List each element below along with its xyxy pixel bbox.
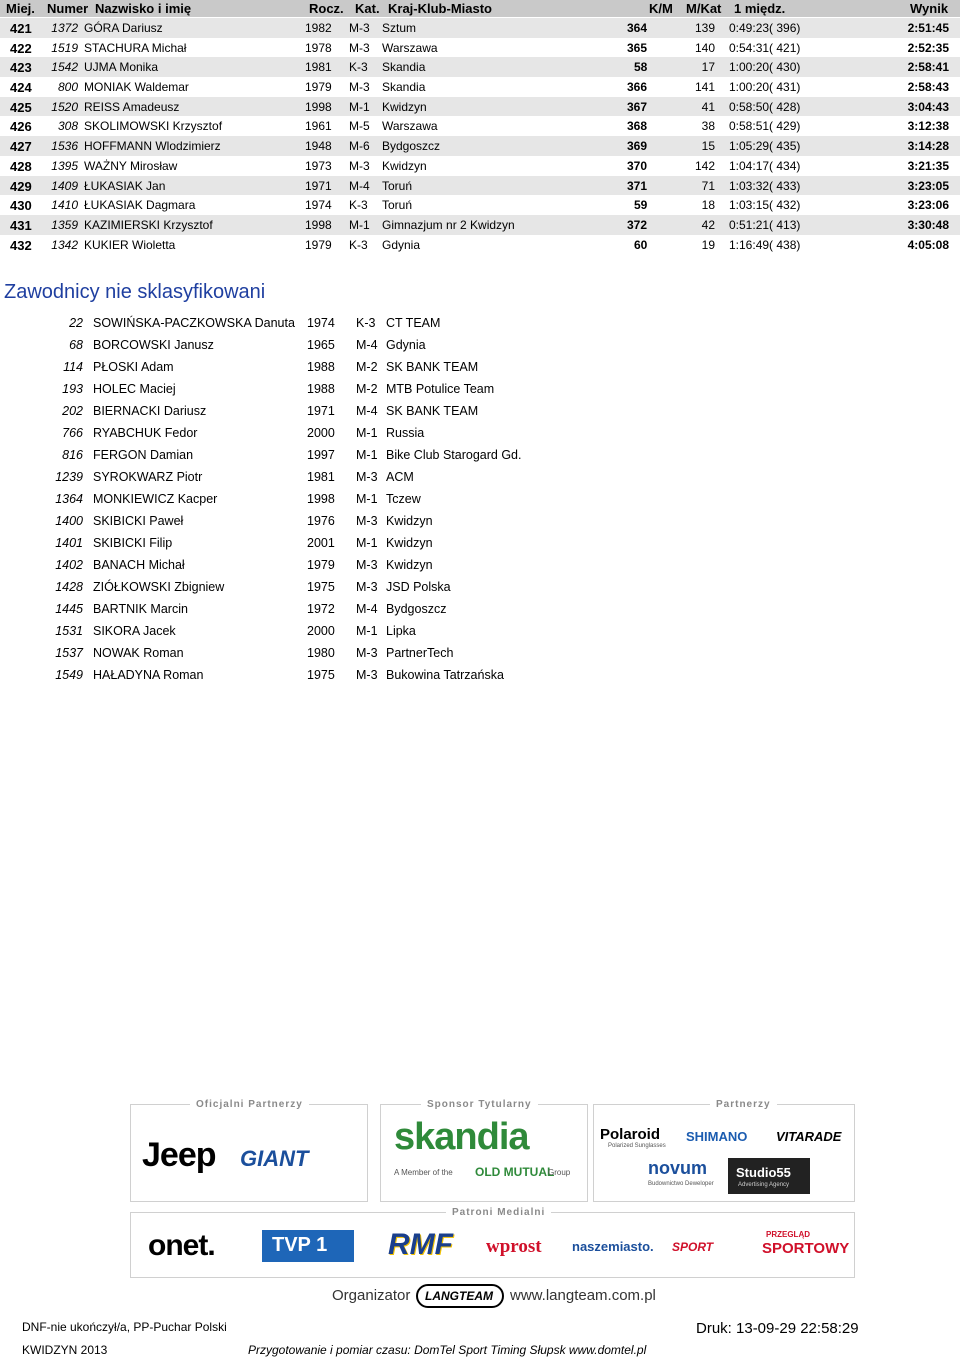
category-cell: M-4 [349,178,370,193]
number-cell: 1401 [55,536,83,550]
mkat-cell: 41 [701,99,715,114]
name-cell: SOWIŃSKA-PACZKOWSKA Danuta [93,316,295,330]
number-cell: 193 [62,382,83,396]
result-cell: 2:58:43 [907,80,949,95]
category-cell: M-3 [349,80,370,95]
list-item [0,509,960,531]
number-cell: 1342 [51,237,78,252]
list-item [0,465,960,487]
number-cell: 766 [62,426,83,440]
header-split: 1 międz. [734,1,786,16]
header-mkat: M/Kat [686,1,722,16]
category-cell: M-3 [356,558,378,572]
year-cell: 1961 [305,119,332,134]
name-cell: STACHURA Michał [84,40,187,55]
club-cell: Gimnazjum nr 2 Kwidzyn [382,217,515,232]
year-cell: 1971 [307,404,335,418]
footer-timing: Przygotowanie i pomiar czasu: DomTel Sport Timing Słupsk www.domtel.pl [248,1343,647,1357]
media-patrons-title: Patroni Medialni [446,1207,551,1218]
sportowy-logo: SPORTOWY [762,1240,850,1257]
club-cell: MTB Potulice Team [386,382,495,396]
table-row [0,215,960,235]
year-cell: 1971 [305,178,332,193]
number-cell: 1536 [51,139,78,154]
category-cell: M-2 [356,382,378,396]
unclassified-list [0,311,960,685]
number-cell: 114 [63,360,83,374]
tvp-logo: TVP 1 [272,1234,328,1256]
list-item [0,333,960,355]
category-cell: M-1 [349,217,370,232]
year-cell: 1981 [305,60,332,75]
km-cell: 366 [626,80,647,95]
header-km: K/M [649,1,673,16]
club-cell: Kwidzyn [386,558,433,572]
number-cell: 1359 [51,217,78,232]
year-cell: 1965 [307,338,335,352]
club-cell: SK BANK TEAM [386,360,479,374]
year-cell: 2000 [307,426,335,440]
split-cell: 0:49:23( 396) [729,21,801,35]
km-cell: 371 [626,178,647,193]
club-cell: Gdynia [386,338,426,352]
mkat-cell: 18 [701,198,715,213]
table-row [0,38,960,58]
number-cell: 22 [69,316,83,330]
organizer-label: Organizator [332,1287,411,1304]
number-cell: 1537 [55,646,83,660]
place-cell: 432 [10,237,32,253]
onet-logo: onet. [148,1229,215,1262]
year-cell: 1976 [307,514,335,528]
category-cell: M-3 [356,580,378,594]
result-cell: 3:21:35 [907,158,949,173]
name-cell: PŁOSKI Adam [93,360,174,374]
novum-logo: novum [648,1158,708,1178]
results-table [0,18,960,254]
women-place-cell: 59 [634,198,648,213]
place-cell: 426 [10,119,32,135]
club-cell: Bukowina Tatrzańska [386,668,504,682]
split-cell: 1:04:17( 434) [729,158,801,173]
number-cell: 1239 [55,470,83,484]
table-row [0,97,960,117]
footer-event: KWIDZYN 2013 [22,1343,108,1357]
category-cell: M-3 [356,646,378,660]
list-item [0,487,960,509]
km-cell: 369 [626,139,647,154]
rmf-logo: RMF [388,1228,453,1261]
club-cell: Tczew [386,492,421,506]
name-cell: BANACH Michał [93,558,185,572]
km-cell: 364 [626,21,647,35]
place-cell: 424 [10,80,32,96]
table-row [0,136,960,156]
club-cell: PartnerTech [386,646,454,660]
name-cell: WAŻNY Mirosław [84,158,178,173]
category-cell: M-1 [356,426,378,440]
shimano-logo: SHIMANO [686,1129,748,1144]
polaroid-sub-text: Polarized Sunglasses [608,1143,666,1149]
list-item [0,531,960,553]
split-cell: 1:03:15( 432) [729,198,801,213]
name-cell: ZIÓŁKOWSKI Zbigniew [93,580,225,594]
name-cell: BARTNIK Marcin [93,602,188,616]
name-cell: SYROKWARZ Piotr [93,470,203,484]
skandia-member-text: A Member of the [394,1168,453,1177]
table-row [0,116,960,136]
year-cell: 1997 [307,448,335,462]
table-header [0,0,960,17]
club-cell: Russia [386,426,425,440]
partners-title: Partnerzy [710,1099,777,1110]
club-cell: Bike Club Starogard Gd. [386,448,522,462]
name-cell: RYABCHUK Fedor [93,426,198,440]
header-club: Kraj-Klub-Miasto [388,1,492,16]
old-mutual-group-text: Group [548,1168,571,1177]
header-number: Numer [47,1,89,16]
result-cell: 3:23:06 [907,198,949,213]
year-cell: 1988 [307,382,335,396]
year-cell: 2000 [307,624,335,638]
year-cell: 1948 [305,139,332,154]
name-cell: HOFFMANN Wlodzimierz [84,139,221,154]
category-cell: M-5 [349,119,370,134]
club-cell: Kwidzyn [386,514,433,528]
place-cell: 422 [10,40,32,56]
polaroid-logo: Polaroid [600,1126,661,1143]
mkat-cell: 42 [701,217,715,232]
name-cell: HOLEC Maciej [93,382,176,396]
club-cell: Toruń [382,198,413,213]
number-cell: 68 [69,338,83,352]
club-cell: ACM [386,470,414,484]
jeep-logo: Jeep [142,1136,216,1174]
mkat-cell: 142 [694,158,715,173]
number-cell: 202 [62,404,83,418]
category-cell: M-1 [356,492,378,506]
name-cell: SKOLIMOWSKI Krzysztof [84,119,223,134]
year-cell: 1988 [307,360,335,374]
name-cell: BORCOWSKI Janusz [93,338,214,352]
mkat-cell: 38 [701,119,715,134]
table-row [0,235,960,255]
category-cell: M-3 [349,21,370,35]
novum-sub-text: Budownictwo Deweloper [648,1181,714,1187]
category-cell: M-1 [356,536,378,550]
title-sponsor-title: Sponsor Tytularny [421,1099,538,1110]
category-cell: K-3 [356,316,376,330]
result-cell: 3:23:05 [907,178,949,193]
year-cell: 1973 [305,158,332,173]
name-cell: BIERNACKI Dariusz [93,404,207,418]
split-cell: 0:58:50( 428) [729,99,801,114]
place-cell: 429 [10,178,32,194]
skandia-logo: skandia [394,1116,529,1158]
number-cell: 1410 [51,198,78,213]
partners-box [593,1104,855,1202]
category-cell: M-1 [356,624,378,638]
naszemiasto-logo: naszemiasto. [572,1239,654,1254]
result-cell: 3:30:48 [907,217,949,232]
old-mutual-logo: OLD MUTUAL [475,1165,555,1179]
giant-logo: GIANT [240,1146,309,1171]
km-cell: 370 [626,158,647,173]
number-cell: 800 [57,80,78,95]
name-cell: NOWAK Roman [93,646,184,660]
langteam-logo: LANGTEAM [425,1289,493,1303]
name-cell: UJMA Monika [84,60,159,75]
footer-print-date: Druk: 13-09-29 22:58:29 [696,1320,859,1337]
club-cell: CT TEAM [386,316,441,330]
year-cell: 1974 [307,316,335,330]
year-cell: 1980 [307,646,335,660]
mkat-cell: 17 [701,60,715,75]
result-cell: 3:14:28 [907,139,949,154]
list-item [0,641,960,663]
name-cell: GÓRA Dariusz [84,21,163,35]
mkat-cell: 140 [694,40,715,55]
club-cell: SK BANK TEAM [386,404,479,418]
year-cell: 1981 [307,470,335,484]
year-cell: 1975 [307,580,335,594]
header-category: Kat. [355,1,380,16]
number-cell: 1400 [55,514,83,528]
split-cell: 0:54:31( 421) [729,40,801,55]
km-cell: 372 [626,217,647,232]
number-cell: 1549 [55,668,83,682]
mkat-cell: 15 [701,139,715,154]
split-cell: 1:16:49( 438) [729,237,801,252]
vitarade-logo: VITARADE [776,1129,842,1144]
list-item [0,619,960,641]
category-cell: M-6 [349,139,370,154]
category-cell: M-4 [356,404,378,418]
club-cell: Gdynia [382,237,421,252]
list-item [0,553,960,575]
mkat-cell: 19 [701,237,715,252]
year-cell: 1978 [305,40,332,55]
number-cell: 1542 [51,60,78,75]
table-row [0,77,960,97]
club-cell: Warszawa [382,119,438,134]
place-cell: 425 [10,99,32,115]
studio55-logo: Studio55 [736,1165,791,1180]
list-item [0,355,960,377]
number-cell: 816 [62,448,83,462]
list-item [0,311,960,333]
unclassified-title: Zawodnicy nie sklasyfikowani [4,281,266,303]
place-cell: 423 [10,60,32,76]
number-cell: 1519 [51,40,78,55]
list-item [0,421,960,443]
number-cell: 1372 [51,21,78,35]
club-cell: Toruń [382,178,413,193]
place-cell: 427 [10,139,32,155]
name-cell: REISS Amadeusz [84,99,180,114]
club-cell: Kwidzyn [382,99,427,114]
sponsors-panel [130,1094,853,1304]
mkat-cell: 141 [694,80,715,95]
name-cell: ŁUKASIAK Jan [84,178,166,193]
przeglad-logo: PRZEGLĄD [766,1230,810,1239]
number-cell: 1531 [55,624,83,638]
year-cell: 1998 [305,99,332,114]
list-item [0,377,960,399]
list-item [0,443,960,465]
category-cell: M-3 [349,158,370,173]
list-item [0,399,960,421]
place-cell: 421 [10,21,32,36]
table-row [0,156,960,176]
category-cell: M-1 [356,448,378,462]
header-result: Wynik [910,1,949,16]
year-cell: 1998 [307,492,335,506]
name-cell: HAŁADYNA Roman [93,668,204,682]
club-cell: Kwidzyn [382,158,427,173]
result-cell: 2:51:45 [907,21,949,35]
list-item [0,663,960,685]
header-place: Miej. [6,1,35,16]
place-cell: 431 [10,217,32,233]
result-cell: 2:52:35 [907,40,949,55]
category-cell: M-1 [349,99,370,114]
club-cell: Warszawa [382,40,438,55]
year-cell: 1998 [305,217,332,232]
year-cell: 1979 [305,237,332,252]
place-cell: 430 [10,198,32,214]
club-cell: Kwidzyn [386,536,433,550]
split-cell: 1:05:29( 435) [729,139,801,154]
club-cell: Lipka [386,624,416,638]
table-row [0,195,960,215]
wprost-logo: wprost [486,1236,542,1257]
category-cell: M-3 [356,668,378,682]
split-cell: 1:03:32( 433) [729,178,801,193]
langteam-url: www.langteam.com.pl [510,1287,656,1304]
year-cell: 1975 [307,668,335,682]
name-cell: SKIBICKI Paweł [93,514,184,528]
list-item [0,597,960,619]
club-cell: Bydgoszcz [386,602,447,616]
category-cell: K-3 [349,198,368,213]
year-cell: 2001 [307,536,335,550]
mkat-cell: 71 [701,178,715,193]
name-cell: SKIBICKI Filip [93,536,173,550]
category-cell: K-3 [349,237,368,252]
club-cell: Bydgoszcz [382,139,441,154]
official-partners-title: Oficjalni Partnerzy [190,1099,309,1110]
footer-legend: DNF-nie ukończył/a, PP-Puchar Polski [22,1320,227,1334]
list-item [0,575,960,597]
result-cell: 4:05:08 [907,237,949,252]
km-cell: 367 [626,99,647,114]
club-cell: Sztum [382,21,417,35]
header-name: Nazwisko i imię [95,1,192,16]
year-cell: 1979 [305,80,332,95]
result-cell: 3:04:43 [907,99,949,114]
split-cell: 1:00:20( 430) [729,60,801,75]
name-cell: ŁUKASIAK Dagmara [84,198,196,213]
number-cell: 1395 [51,158,78,173]
number-cell: 308 [57,119,78,134]
women-place-cell: 60 [634,237,648,252]
studio55-sub-text: Advertising Agency [738,1182,790,1188]
name-cell: SIKORA Jacek [93,624,176,638]
year-cell: 1979 [307,558,335,572]
number-cell: 1409 [51,178,78,193]
number-cell: 1402 [55,558,83,572]
km-cell: 365 [626,40,647,55]
category-cell: M-4 [356,338,378,352]
result-cell: 2:58:41 [907,60,949,75]
women-place-cell: 58 [634,60,648,75]
name-cell: KAZIMIERSKI Krzysztof [84,217,213,232]
category-cell: M-3 [356,514,378,528]
table-row [0,57,960,77]
year-cell: 1974 [305,198,332,213]
header-year: Rocz. [309,1,344,16]
club-cell: Skandia [382,60,426,75]
place-cell: 428 [10,158,32,174]
number-cell: 1520 [51,99,78,114]
number-cell: 1364 [55,492,83,506]
number-cell: 1428 [55,580,83,594]
category-cell: M-3 [356,470,378,484]
club-cell: JSD Polska [386,580,451,594]
split-cell: 0:51:21( 413) [729,217,801,232]
split-cell: 1:00:20( 431) [729,80,801,95]
name-cell: MONIAK Waldemar [84,80,189,95]
category-cell: M-2 [356,360,378,374]
category-cell: M-4 [356,602,378,616]
table-row [0,176,960,196]
km-cell: 368 [626,119,647,134]
year-cell: 1982 [305,21,332,35]
club-cell: Skandia [382,80,426,95]
name-cell: KUKIER Wioletta [84,237,176,252]
category-cell: M-3 [349,40,370,55]
year-cell: 1972 [307,602,335,616]
name-cell: MONKIEWICZ Kacper [93,492,218,506]
category-cell: K-3 [349,60,368,75]
name-cell: FERGON Damian [93,448,194,462]
table-row [0,18,960,38]
number-cell: 1445 [55,602,83,616]
split-cell: 0:58:51( 429) [729,119,801,134]
result-cell: 3:12:38 [907,119,949,134]
sport-logo: SPORT [672,1240,714,1254]
mkat-cell: 139 [694,21,715,35]
